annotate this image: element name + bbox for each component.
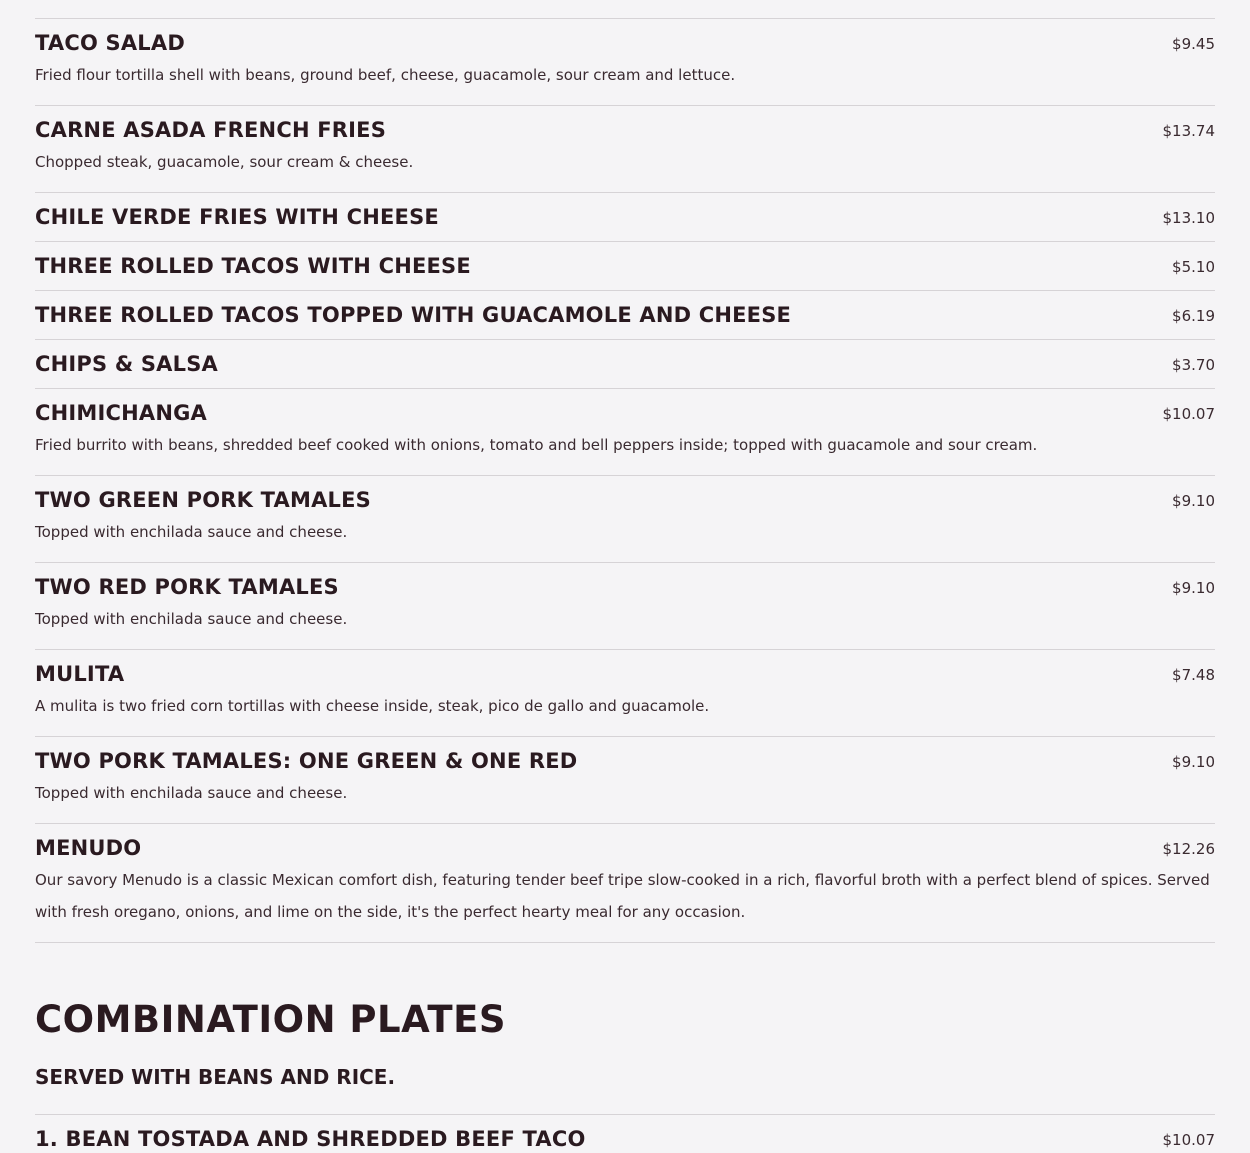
menu-item-list bbox=[35, 18, 1215, 942]
item-name: THREE ROLLED TACOS WITH CHEESE bbox=[35, 254, 471, 278]
item-name: MULITA bbox=[35, 662, 125, 686]
item-name: TWO GREEN PORK TAMALES bbox=[35, 488, 371, 512]
item-price: $5.10 bbox=[1172, 258, 1215, 276]
menu-item[interactable] bbox=[35, 736, 1215, 823]
item-price: $9.10 bbox=[1172, 579, 1215, 597]
menu-item[interactable] bbox=[35, 475, 1215, 562]
menu-item[interactable] bbox=[35, 823, 1215, 942]
item-name: THREE ROLLED TACOS TOPPED WITH GUACAMOLE AND CHEESE bbox=[35, 303, 792, 327]
item-price: $13.10 bbox=[1162, 209, 1215, 227]
item-description: Chopped steak, guacamole, sour cream & cheese. bbox=[35, 153, 414, 171]
item-price: $13.74 bbox=[1162, 122, 1215, 140]
item-description: Fried flour tortilla shell with beans, ground beef, cheese, guacamole, sour cream and lettuce. bbox=[35, 66, 736, 84]
item-name: TACO SALAD bbox=[35, 31, 185, 55]
item-price: $12.26 bbox=[1162, 840, 1215, 858]
item-description: Topped with enchilada sauce and cheese. bbox=[35, 610, 348, 628]
item-description bbox=[35, 0, 1215, 18]
item-name: CHIMICHANGA bbox=[35, 401, 208, 425]
item-price: $3.70 bbox=[1172, 356, 1215, 374]
menu-page bbox=[35, 0, 1215, 1153]
menu-item[interactable] bbox=[35, 562, 1215, 649]
item-price: $9.45 bbox=[1172, 35, 1215, 53]
item-name: MENUDO bbox=[35, 836, 142, 860]
item-description: Topped with enchilada sauce and cheese. bbox=[35, 784, 348, 802]
item-price: $9.10 bbox=[1172, 492, 1215, 510]
menu-item[interactable] bbox=[35, 192, 1215, 241]
item-price: $6.19 bbox=[1172, 307, 1215, 325]
section-subtitle: SERVED WITH BEANS AND RICE. bbox=[35, 1065, 396, 1089]
item-price: $10.07 bbox=[1162, 1131, 1215, 1149]
item-name: TWO PORK TAMALES: ONE GREEN & ONE RED bbox=[35, 749, 578, 773]
item-name: CHIPS & SALSA bbox=[35, 352, 218, 376]
menu-item[interactable] bbox=[35, 649, 1215, 736]
item-name: TWO RED PORK TAMALES bbox=[35, 575, 339, 599]
combination-plates-section bbox=[35, 942, 1215, 1153]
item-description: Fried burrito with beans, shredded beef cooked with onions, tomato and bell peppers inside; topped with guacamole and sour cream. bbox=[35, 436, 1038, 454]
section-title: COMBINATION PLATES bbox=[35, 998, 507, 1041]
menu-item[interactable] bbox=[35, 388, 1215, 475]
item-name: 1. BEAN TOSTADA AND SHREDDED BEEF TACO bbox=[35, 1127, 586, 1151]
item-description: Our savory Menudo is a classic Mexican comfort dish, featuring tender beef tripe slow-cooked in a rich, flavorful broth with a perfect blend of spices. Served with fresh oregano, onions, and lime on the side, it's the perfect hearty meal for any occasion. bbox=[35, 871, 1210, 921]
item-description: Topped with enchilada sauce and cheese. bbox=[35, 523, 348, 541]
menu-item[interactable] bbox=[35, 339, 1215, 388]
menu-item[interactable] bbox=[35, 241, 1215, 290]
menu-item[interactable] bbox=[35, 1114, 1215, 1153]
item-name: CHILE VERDE FRIES WITH CHEESE bbox=[35, 205, 439, 229]
item-price: $10.07 bbox=[1162, 405, 1215, 423]
menu-item[interactable] bbox=[35, 105, 1215, 192]
item-price: $7.48 bbox=[1172, 666, 1215, 684]
item-price: $9.10 bbox=[1172, 753, 1215, 771]
menu-item[interactable] bbox=[35, 290, 1215, 339]
item-name: CARNE ASADA FRENCH FRIES bbox=[35, 118, 387, 142]
menu-item[interactable] bbox=[35, 18, 1215, 105]
item-description: A mulita is two fried corn tortillas with cheese inside, steak, pico de gallo and guacamole. bbox=[35, 697, 710, 715]
